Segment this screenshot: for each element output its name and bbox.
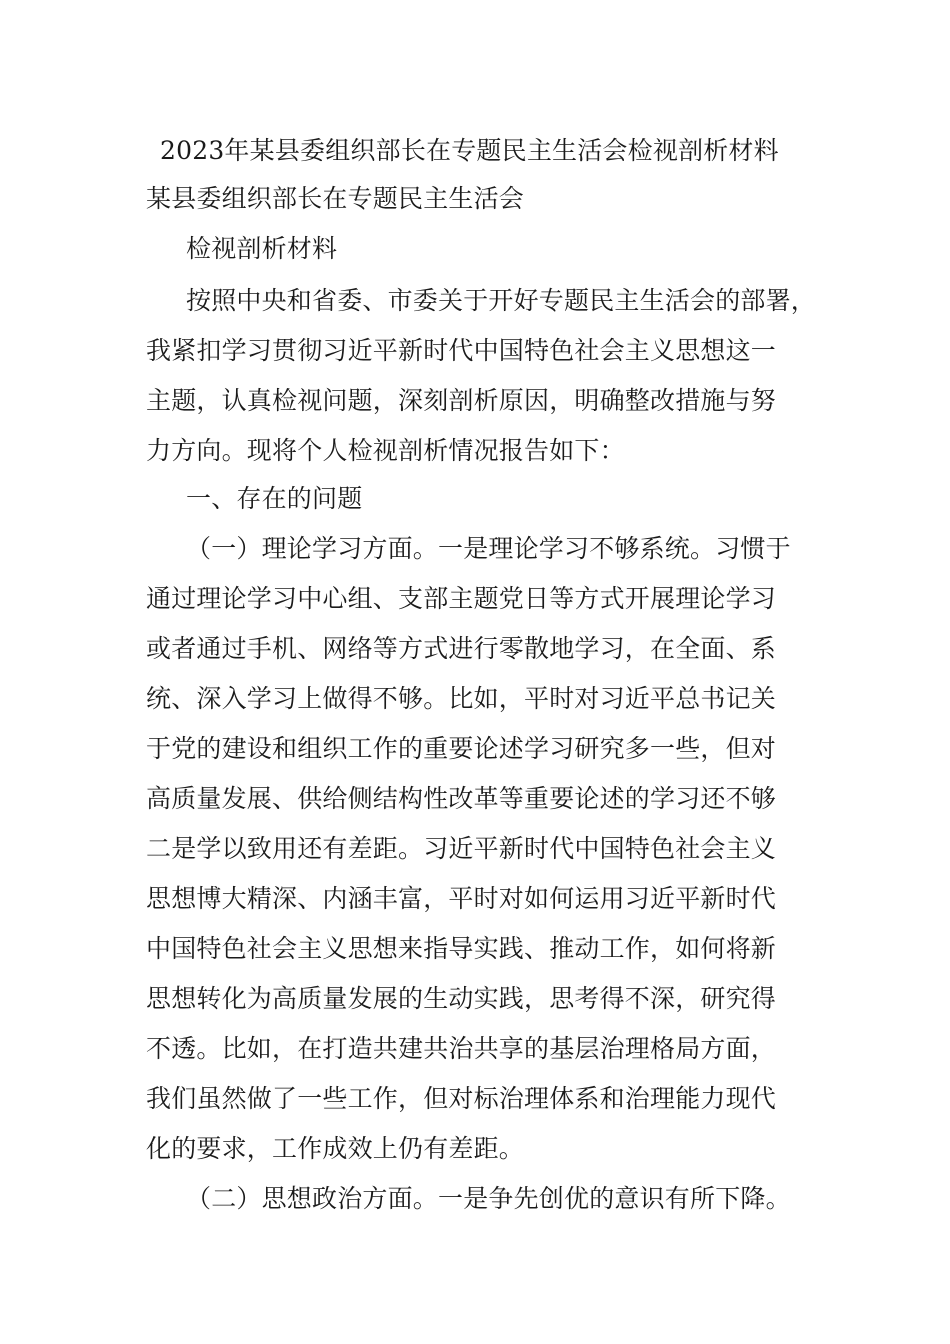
paragraph-line: 力方向。现将个人检视剖析情况报告如下： (146, 436, 625, 465)
paragraph-line: 化的要求，工作成效上仍有差距。 (146, 1134, 525, 1163)
paragraph-line: 高质量发展、供给侧结构性改革等重要论述的学习还不够 (146, 784, 777, 813)
paragraph-line: 不透。比如，在打造共建共治共享的基层治理格局方面， (146, 1034, 777, 1063)
paragraph-line: （一）理论学习方面。一是理论学习不够系统。习惯于 (186, 534, 791, 563)
document-subtitle: 某县委组织部长在专题民主生活会 (146, 184, 525, 213)
document-subtitle-continued: 检视剖析材料 (186, 234, 338, 263)
paragraph-line: 通过理论学习中心组、支部主题党日等方式开展理论学习 (146, 584, 777, 613)
paragraph-line: 我们虽然做了一些工作，但对标治理体系和治理能力现代 (146, 1084, 777, 1113)
paragraph-line: 统、深入学习上做得不够。比如，平时对习近平总书记关 (146, 684, 777, 713)
section-heading: 一、存在的问题 (186, 484, 363, 513)
paragraph-line: 按照中央和省委、市委关于开好专题民主生活会的部署， (186, 286, 817, 315)
paragraph-line: 中国特色社会主义思想来指导实践、推动工作，如何将新 (146, 934, 777, 963)
paragraph-line: 我紧扣学习贯彻习近平新时代中国特色社会主义思想这一 (146, 336, 777, 365)
paragraph-line: 思想博大精深、内涵丰富，平时对如何运用习近平新时代 (146, 884, 777, 913)
paragraph-line: （二）思想政治方面。一是争先创优的意识有所下降。 (186, 1184, 791, 1213)
paragraph-line: 思想转化为高质量发展的生动实践，思考得不深，研究得 (146, 984, 777, 1013)
paragraph-line: 或者通过手机、网络等方式进行零散地学习，在全面、系 (146, 634, 777, 663)
paragraph-line: 于党的建设和组织工作的重要论述学习研究多一些，但对 (146, 734, 777, 763)
paragraph-line: 主题，认真检视问题，深刻剖析原因，明确整改措施与努 (146, 386, 777, 415)
paragraph-line: 二是学以致用还有差距。习近平新时代中国特色社会主义 (146, 834, 777, 863)
document-title: 2023年某县委组织部长在专题民主生活会检视剖析材料 (160, 136, 779, 165)
